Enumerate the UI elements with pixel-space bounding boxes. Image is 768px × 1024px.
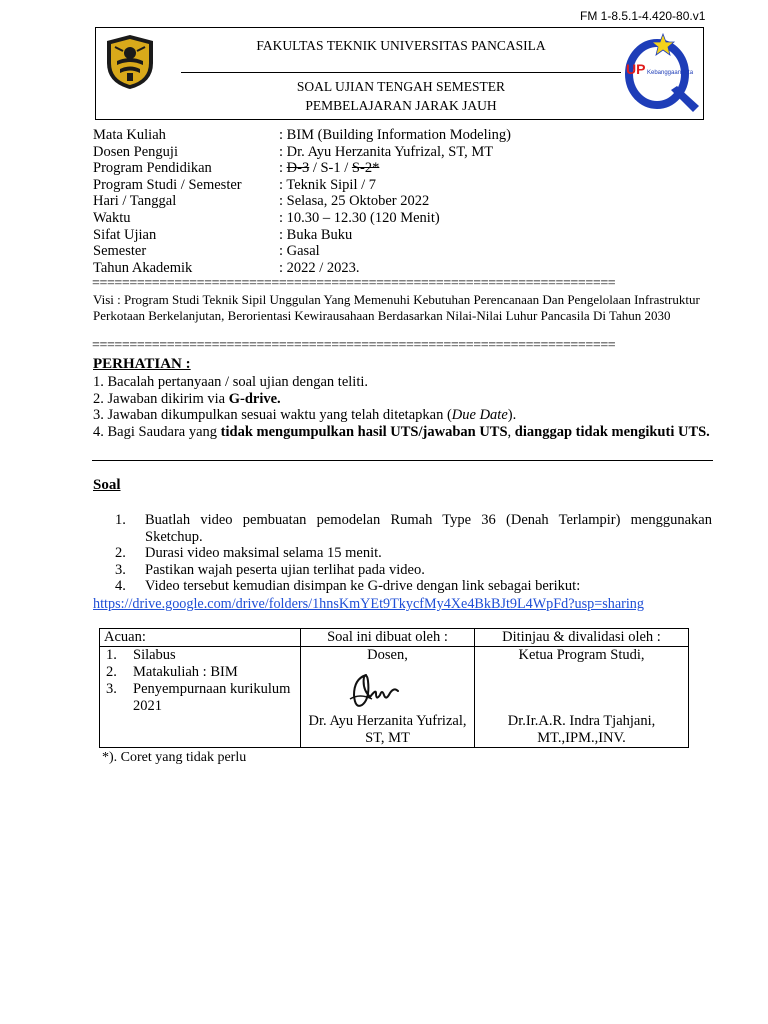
- notice-item-1: 1. Bacalah pertanyaan / soal ujian dengan teliti.: [93, 373, 368, 390]
- nature-label: Sifat Ujian: [93, 226, 157, 243]
- question-item: [110, 545, 712, 562]
- nature-value: : Buka Buku: [279, 226, 353, 243]
- reference-number: 2.: [106, 664, 117, 680]
- program-d3-struck: D-3: [286, 160, 310, 177]
- semester-value: : Gasal: [279, 243, 320, 260]
- notice-title: PERHATIAN :: [93, 356, 191, 372]
- separator-top: ======================================================================: [92, 276, 616, 291]
- info-row-time: [93, 210, 511, 227]
- reference-number: 1.: [106, 647, 117, 663]
- lecturer-value: : Dr. Ayu Herzanita Yufrizal, ST, MT: [279, 143, 494, 160]
- info-row-year: [93, 260, 511, 277]
- handwritten-signature: [346, 669, 406, 713]
- reference-item: [104, 681, 296, 715]
- program-label: Program Pendidikan: [93, 160, 212, 177]
- info-row-day: [93, 193, 511, 210]
- university-crest-logo: [103, 33, 157, 91]
- questions-heading: Soal: [93, 477, 121, 493]
- info-row-program: [93, 160, 511, 177]
- year-value: : 2022 / 2023.: [279, 259, 360, 276]
- vision-statement: Visi : Program Studi Teknik Sipil Unggulan Yang Memenuhi Kebutuhan Perencanaan Dan Pengelolaan Infrastruktur Perkotaan Berkelanjutan, Berorientasi Kewirausahaan Berdasarkan Nilai-Nilai Luhur Pancasila Di Tahun 2030: [93, 292, 700, 323]
- signature-table-header: [100, 629, 689, 647]
- semester-label: Semester: [93, 243, 147, 260]
- question-item: [110, 562, 712, 579]
- course-value: : BIM (Building Information Modeling): [279, 127, 511, 143]
- question-number: 3.: [115, 561, 126, 578]
- question-text: Video tersebut kemudian disimpan ke G-drive dengan link sebagai berikut:: [145, 578, 581, 595]
- exam-title: SOAL UJIAN TENGAH SEMESTER: [296, 79, 506, 94]
- day-label: Hari / Tanggal: [93, 193, 177, 210]
- time-label: Waktu: [93, 209, 131, 226]
- exam-info: [93, 127, 511, 276]
- reference-text: Penyempurnaan kurikulum 2021: [133, 681, 291, 714]
- separator-bottom: ======================================================================: [92, 338, 616, 353]
- exam-subtitle: PEMBELAJARAN JARAK JAUH: [305, 98, 497, 113]
- reference-text: Matakuliah : BIM: [133, 664, 238, 680]
- notice-section: [93, 356, 713, 441]
- signature-table-body: [100, 647, 689, 748]
- notice-item-4-text: 4. Bagi Saudara yang: [93, 424, 221, 441]
- info-row-study: [93, 177, 511, 194]
- notice-item-4-comma: ,: [507, 424, 515, 441]
- lecturer-label: Dosen Penguji: [93, 143, 178, 160]
- notice-item-2: [93, 391, 713, 408]
- gdrive-link[interactable]: https://drive.google.com/drive/folders/1hnsKmYEt9TkycfMy4Xe4BkBJt9L4WpFd?usp=sharing: [93, 596, 644, 612]
- question-text: Pastikan wajah peserta ujian terlihat pada video.: [145, 561, 425, 578]
- info-row-course: [93, 127, 511, 144]
- notice-item-2-bold: G-drive.: [228, 390, 281, 407]
- maker-name: Dr. Ayu Herzanita Yufrizal, ST, MT: [308, 713, 467, 746]
- study-value: : Teknik Sipil / 7: [279, 176, 377, 193]
- question-item: [110, 512, 712, 545]
- year-label: Tahun Akademik: [93, 259, 193, 276]
- question-item: [110, 578, 712, 595]
- references-list: [104, 647, 296, 715]
- maker-role: Dosen,: [367, 647, 408, 663]
- header-divider: [181, 72, 621, 73]
- course-label: Mata Kuliah: [93, 127, 166, 143]
- signature-table: [99, 628, 689, 748]
- time-value: : 10.30 – 12.30 (120 Menit): [279, 209, 440, 226]
- question-number: 1.: [115, 512, 126, 528]
- notice-item-3-italic: Due Date: [451, 407, 508, 424]
- validator-name: Dr.Ir.A.R. Indra Tjahjani, MT.,IPM.,INV.: [507, 713, 656, 746]
- reference-number: 3.: [106, 681, 117, 697]
- validator-cell: [475, 647, 689, 748]
- faculty-name: FAKULTAS TEKNIK UNIVERSITAS PANCASILA: [256, 38, 546, 53]
- footnote: *). Coret yang tidak perlu: [102, 750, 247, 765]
- question-number: 4.: [115, 578, 126, 595]
- notice-item-4-bold2: dianggap tidak mengikuti UTS.: [514, 424, 710, 441]
- question-text: Durasi video maksimal selama 15 menit.: [145, 545, 382, 562]
- reference-text: Silabus: [133, 647, 176, 663]
- info-row-semester: [93, 243, 511, 260]
- notice-item-3-text: 3. Jawaban dikumpulkan sesuai waktu yang telah ditetapkan (: [93, 407, 452, 424]
- svg-text:UP: UP: [626, 61, 646, 77]
- validator-header: Ditinjau & divalidasi oleh :: [475, 629, 689, 647]
- document-header: [95, 27, 704, 120]
- question-text: Buatlah video pembuatan pemodelan Rumah Type 36 (Denah Terlampir) menggunakan Sketchup.: [145, 512, 712, 545]
- notice-item-2-text: 2. Jawaban dikirim via: [93, 390, 229, 407]
- program-s2-struck: S-2*: [351, 160, 380, 177]
- notice-item-4-bold1: tidak mengumpulkan hasil UTS/jawaban UTS: [220, 424, 508, 441]
- maker-header: Soal ini dibuat oleh :: [301, 629, 475, 647]
- day-value: : Selasa, 25 Oktober 2022: [279, 193, 430, 210]
- form-code: FM 1-8.5.1-4.420-80.v1: [580, 9, 706, 23]
- maker-cell: [301, 647, 475, 748]
- notice-item-3-end: ).: [507, 407, 517, 424]
- info-row-nature: [93, 227, 511, 244]
- svg-text:Kebanggaan Kita: Kebanggaan Kita: [647, 70, 694, 76]
- reference-item: [104, 664, 296, 681]
- notice-item-4: [93, 424, 713, 441]
- reference-item: [104, 647, 296, 664]
- program-value: [279, 160, 379, 177]
- study-label: Program Studi / Semester: [93, 176, 242, 193]
- section-divider: [92, 460, 713, 461]
- program-s1: / S-1 /: [309, 160, 352, 177]
- questions-list: [110, 512, 712, 595]
- question-number: 2.: [115, 545, 126, 562]
- references-cell: [100, 647, 301, 748]
- program-prefix: :: [279, 160, 287, 177]
- validator-role: Ketua Program Studi,: [518, 647, 645, 663]
- notice-item-3: [93, 407, 713, 424]
- quality-q-logo: [623, 32, 703, 114]
- references-header: Acuan:: [100, 629, 301, 647]
- info-row-lecturer: [93, 144, 511, 161]
